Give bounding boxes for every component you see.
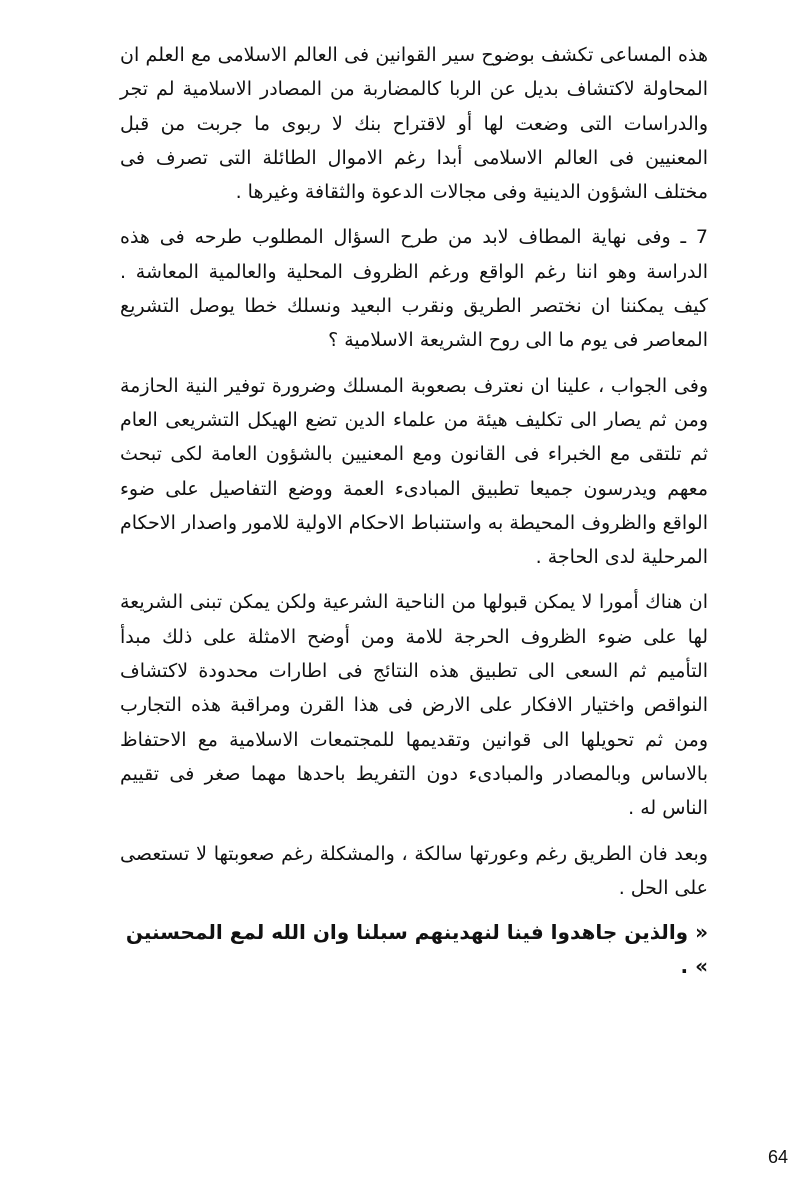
paragraph-2: 7 ـ وفى نهاية المطاف لابد من طرح السؤال المطلوب طرحه فى هذه الدراسة وهو اننا رغم الواقع ورغم الظروف المحلية والعالمية المعاشة . كيف يمكننا ان نختصر الطريق ونقرب البعيد ونسلك خطا يوصل التشريع المعاصر فى يوم ما الى روح الشريعة الاسلامية ؟ <box>120 226 708 352</box>
paragraph-4: ان هناك أمورا لا يمكن قبولها من الناحية الشرعية ولكن يمكن تبنى الشريعة لها على ضوء الظروف الحرجة للامة ومن أوضح الامثلة على ذلك مبدأ التأميم ثم السعى الى تطبيق هذه النتائج فى اطارات محدودة لاكتشاف النواقص واختيار الافكار على الارض فى هذا القرن ومراقبة هذه التجارب ومن ثم تحويلها الى قوانين وتقديمها للمجتمعات الاسلامية مع الاحتفاظ بالاساس وبالمصادر والمبادىء دون التفريط باحدها مهما صغر فى تقييم الناس له . <box>120 591 708 820</box>
paragraph-5: وبعد فان الطريق رغم وعورتها سالكة ، والمشكلة رغم صعوبتها لا تستعصى على الحل . <box>120 842 708 899</box>
page-text <box>120 38 708 984</box>
page-number: 64 <box>767 1147 788 1167</box>
paragraph-3: وفى الجواب ، علينا ان نعترف بصعوبة المسلك وضرورة توفير النية الحازمة ومن ثم يصار الى تكليف هيئة من علماء الدين تضع الهيكل التشريعى العام ثم تلتقى مع الخبراء فى القانون ومع المعنيين بالشؤون العامة لكى تبحث معهم ويدرسون جميعا تطبيق المبادىء العمة ووضع التفاصيل على ضوء الواقع والظروف المحيطة به واستنباط الاحكام الاولية للامور واصدار الاحكام المرحلية لدى الحاجة . <box>120 374 708 569</box>
quran-verse: « والذين جاهدوا فينا لنهدينهم سبلنا وان الله لمع المحسنين » . <box>125 920 708 979</box>
paragraph-1: هذه المساعى تكشف بوضوح سير القوانين فى العالم الاسلامى مع العلم ان المحاولة لاكتشاف بديل عن الربا كالمضاربة من المصادر الاسلامية لم تجر والدراسات التى وضعت لها أو لاقتراح بنك لا ربوى ما جربت من قبل المعنيين فى العالم الاسلامى أبدا رغم الاموال الطائلة التى تصرف فى مختلف الشؤون الدينية وفى مجالات الدعوة والثقافة وغيرها . <box>120 44 708 204</box>
